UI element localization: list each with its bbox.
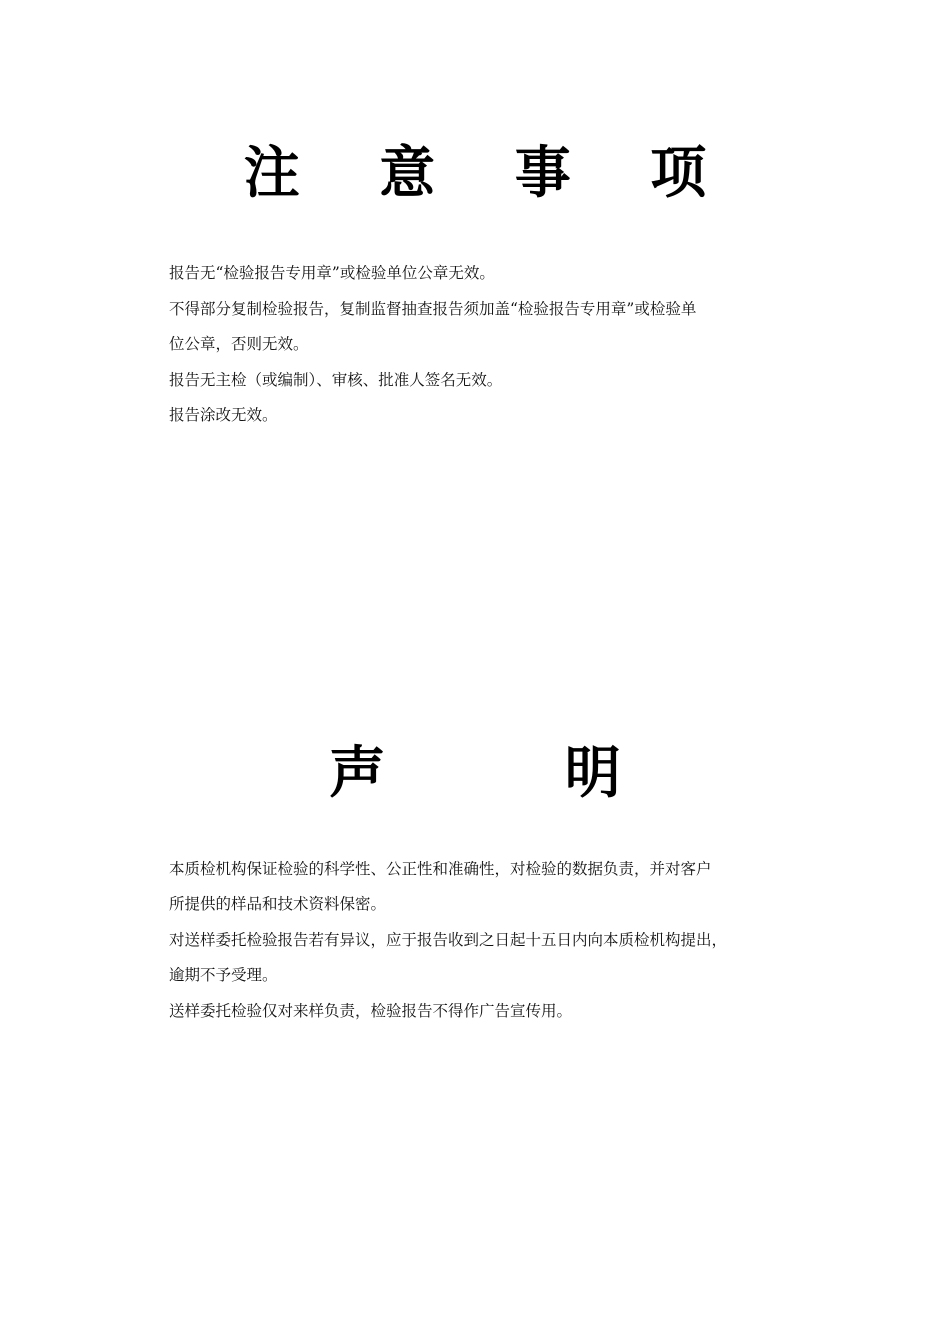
statement-line: 对送样委托检验报告若有异议，应于报告收到之日起十五日内向本质检机构提出， [169,931,728,949]
notice-line: 位公章，否则无效。 [169,335,309,353]
statement-line: 所提供的样品和技术资料保密。 [169,895,387,913]
statement-line: 逾期不予受理。 [169,966,278,984]
statement-line: 本质检机构保证检验的科学性、公正性和准确性，对检验的数据负责，并对客户 [169,860,712,878]
notice-line: 报告涂改无效。 [169,406,278,424]
notices-title: 注 意 事 项 [243,141,737,206]
statement-title: 声 明 [329,741,701,806]
notice-line: 不得部分复制检验报告，复制监督抽查报告须加盖“检验报告专用章”或检验单 [169,300,697,318]
statement-line: 送样委托检验仅对来样负责，检验报告不得作广告宣传用。 [169,1002,573,1020]
notice-line: 报告无“检验报告专用章”或检验单位公章无效。 [169,264,495,282]
notice-line: 报告无主检（或编制）、审核、批准人签名无效。 [169,371,503,389]
